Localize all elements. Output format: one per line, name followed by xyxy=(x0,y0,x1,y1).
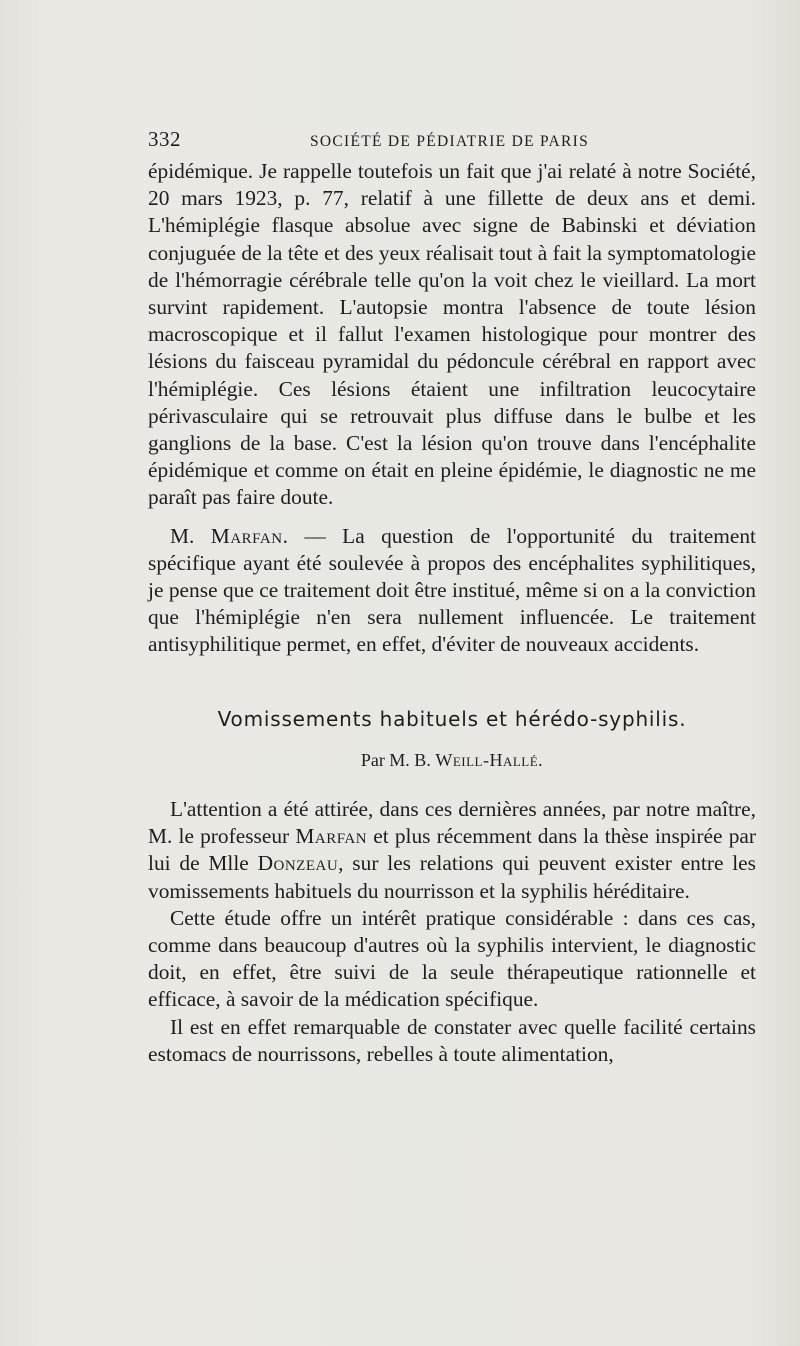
article-paragraph-3: Il est en effet remarquable de constater avec quelle facilité certains estomacs de nourrissons, rebelles à toute alimentation, xyxy=(148,1014,756,1066)
intervention-text: . — La question de l'opportunité du traitement spécifique ayant été soulevée à propos des encéphalites syphilitiques, je pense que ce traitement doit être institué, même si on a la conviction que l'hémiplégie n'en sera nullement influencée. Le traitement antisyphilitique permet, en effet, d'éviter de nouveaux accidents. xyxy=(148,523,756,657)
article-byline xyxy=(148,747,756,774)
byline-prefix: Par M. B. xyxy=(360,749,431,770)
cited-name-donzeau: Donzeau xyxy=(257,851,339,876)
paragraph-1-text-c: , sur les relations qui peuvent exister entre les vomissements habituels du nourrisson et la syphilis héréditaire. xyxy=(148,851,756,903)
continuation-paragraph: épidémique. Je rappelle toutefois un fait que j'ai relaté à notre Société, 20 mars 1923, p. 77, relatif à une fillette de deux ans et demi. L'hémiplégie flasque absolue avec signe de Babinski et déviation conjuguée de la tête et des yeux réalisait tout à fait la symptomatologie de l'hémorragie cérébrale telle qu'on la voit chez le vieillard. La mort survint rapidement. L'autopsie montra l'absence de toute lésion macroscopique et il fallut l'examen histologique pour montrer des lésions du faisceau pyramidal du pédoncule cérébral en rapport avec l'hémiplégie. Ces lésions étaient une infiltration leucocytaire périvasculaire qui se retrouvait plus diffuse dans le bulbe et les ganglions de la base. C'est la lésion qu'on trouve dans l'encéphalite épidémique et comme on était en pleine épidémie, le diagnostic ne me paraît pas faire doute. xyxy=(148,159,756,510)
author-name: Weill-Hallé. xyxy=(435,749,544,770)
speaker-prefix: M. xyxy=(170,523,195,548)
speaker-name: Marfan xyxy=(210,523,283,548)
running-title: SOCIÉTÉ DE PÉDIATRIE DE PARIS xyxy=(309,133,590,150)
body-text xyxy=(148,158,756,1068)
article-paragraph-2: Cette étude offre un intérêt pratique considérable : dans ces cas, comme dans beaucoup d'autres où la syphilis intervient, le diagnostic doit, en effet, être suivi de la seule thérapeutique rationnelle et efficace, à savoir de la médication spécifique. xyxy=(148,905,756,1012)
running-head xyxy=(148,127,758,152)
page-number: 332 xyxy=(148,127,181,151)
article-title: Vomissements habituels et hérédo-syphilis. xyxy=(217,706,687,731)
paragraph-1-text-b: et plus récemment dans la thèse inspirée par lui de Mlle xyxy=(148,824,757,876)
article-paragraph-1 xyxy=(148,796,756,905)
paragraph-1-text-a: L'attention a été attirée, dans ces dernières années, par notre maître, M. le professeur xyxy=(148,797,756,849)
marfan-intervention-paragraph xyxy=(148,523,756,659)
cited-name-marfan: Marfan xyxy=(295,824,368,849)
